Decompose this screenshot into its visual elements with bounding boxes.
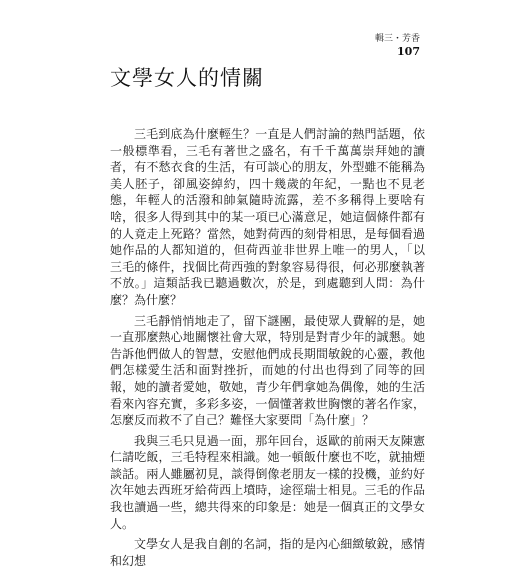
page-number: 107 bbox=[397, 45, 420, 58]
page-header bbox=[375, 33, 420, 59]
paragraph-2: 三毛靜悄悄地走了，留下謎團，最使眾人費解的是，她一直那麼熱心地關懷社會大眾，特別是對青少年的誠懇。她告訴他們做人的智慧，安慰他們成長期間敏銳的心靈，教他們怎樣愛生活和面對挫折，而她的付出也得到了同等的回報，她的讀者愛她，敬她，青少年們拿她為偶像，她的生活看來內容充實，多彩多姿，一個懂著救世胸懷的著名作家，怎麼反而救不了自己？難怪大家要問「為什麼」？ bbox=[110, 313, 425, 428]
paragraph-4: 文學女人是我自創的名詞，指的是內心細緻敏銳，感情和幻想 bbox=[110, 537, 425, 568]
running-head: 輯三・芳香 bbox=[374, 34, 420, 44]
chapter-title: 文學女人的情關 bbox=[110, 66, 264, 90]
paragraph-3: 我與三毛只見過一面，那年回台，返歐的前兩天友陳憲仁請吃飯，三毛特程來相識。她一頓飯什麼也不吃，就抽煙談話。兩人雖屬初見，談得倒像老朋友一樣的投機，並約好次年她去西班牙給荷西上墳時，途徑瑞士相見。三毛的作品我也讀過一些，總共得來的印象是：她是一個真正的文學女人。 bbox=[110, 433, 425, 531]
paragraph-1: 三毛到底為什麼輕生？一直是人們討論的熱門話題，依一般標準看，三毛有著世之盛名，有千千萬萬崇拜她的讀者，有不愁衣食的生活，有可談心的朋友，外型雖不能稱為美人胚子，卻風姿綽約，四十幾歲的年紀，一點也不見老態，年輕人的活潑和帥氣隨時流露，差不多稱得上要啥有啥，很多人得到其中的某一項已心滿意足，她這個條件都有的人竟走上死路？當然，她對荷西的刻骨相思，是每個看過她作品的人都知道的，但荷西並非世界上唯一的男人，「以三毛的條件，找個比荷西強的對象容易得很，何必那麼執著不放。」這類話我已聽過數次，於是，到處聽到人問：為什麼？為什麼？ bbox=[110, 127, 425, 307]
body-text bbox=[110, 126, 425, 573]
